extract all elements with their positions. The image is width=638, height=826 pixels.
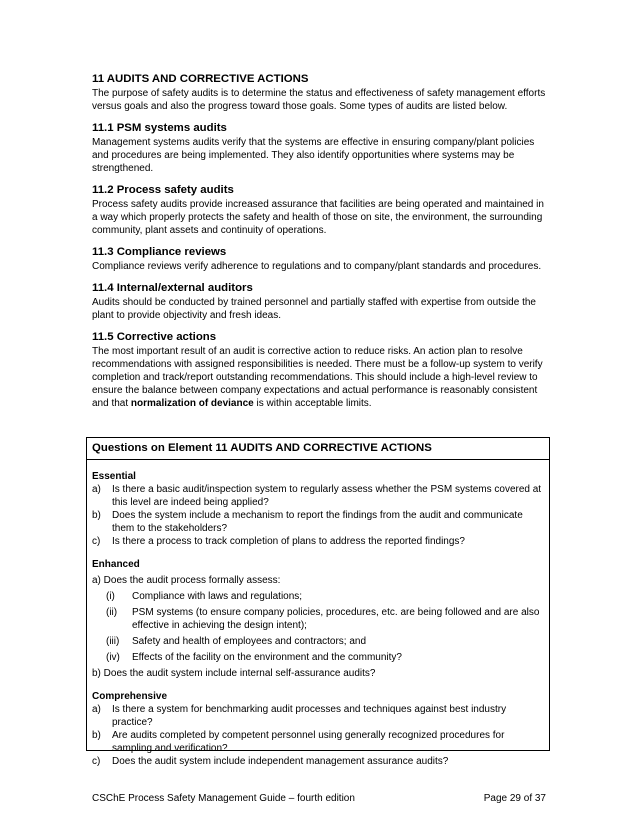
comprehensive-label: Comprehensive <box>92 691 168 702</box>
sub-label: (i) <box>106 591 115 602</box>
enhanced-label: Enhanced <box>92 559 140 570</box>
section-body-bold: normalization of deviance <box>130 398 254 409</box>
enhanced-question-a: a) Does the audit process formally assess: <box>92 575 281 586</box>
list-item <box>92 535 544 548</box>
questions-body <box>87 470 549 768</box>
item-text: Is there a system for benchmarking audit processes and techniques against best industry practice? <box>112 704 507 728</box>
section-body: Process safety audits provide increased assurance that facilities are being operated and maintained in a way which properly protects the safety and health of those on site, the environment, the surrounding community, plant assets and continuity of operations. <box>92 199 544 236</box>
item-label: c) <box>92 756 101 767</box>
page-number: Page 29 of 37 <box>483 793 546 804</box>
section-heading: 11.1 PSM systems audits <box>92 122 227 134</box>
sub-text: Safety and health of employees and contractors; and <box>132 636 367 647</box>
sub-text: Effects of the facility on the environment and the community? <box>132 652 402 663</box>
section-body-text: The most important result of an audit is corrective action to reduce risks. An action plan to resolve recommendations with assigned responsibilities is needed. There must be a follow-up system to verify completion and track/report outstanding recommendations. This should include a high-level review to ensure the balance between company expectations and actual performance is reasonably consistent and that <box>92 346 543 409</box>
list-item <box>92 703 544 729</box>
list-item <box>92 755 544 768</box>
item-label: a) <box>92 704 101 715</box>
item-text: Does the system include a mechanism to report the findings from the audit and communicate them to the stakeholders? <box>112 510 523 534</box>
enhanced-question-b: b) Does the audit system include internal self-assurance audits? <box>92 668 376 679</box>
item-text: Is there a basic audit/inspection system to regularly assess whether the PSM systems covered at this level are indeed being applied? <box>112 484 542 508</box>
sub-text: PSM systems (to ensure company policies, procedures, etc. are being followed and are also effective in achieving the design intent); <box>132 607 540 631</box>
section-body: Management systems audits verify that the systems are effective in ensuring company/plant policies and procedures are being implemented. They also identify opportunities where systems may be strengthened. <box>92 137 535 174</box>
sub-item <box>106 590 544 603</box>
questions-title: Questions on Element 11 AUDITS AND CORRECTIVE ACTIONS <box>87 438 549 460</box>
intro-paragraph: The purpose of safety audits is to determine the status and effectiveness of safety management efforts versus goals and also the progress toward those goals. Some types of audits are listed below. <box>92 88 546 112</box>
list-item <box>92 509 544 535</box>
sub-item <box>106 606 544 632</box>
item-label: a) <box>92 484 101 495</box>
sub-label: (ii) <box>106 607 118 618</box>
main-heading: 11 AUDITS AND CORRECTIVE ACTIONS <box>92 73 309 85</box>
item-label: c) <box>92 536 101 547</box>
section-heading: 11.3 Compliance reviews <box>92 246 227 258</box>
item-text: Are audits completed by competent personnel using generally recognized procedures for sampling and verification? <box>112 730 505 754</box>
section-body: Audits should be conducted by trained personnel and partially staffed with expertise from outside the plant to provide objectivity and fresh ideas. <box>92 297 536 321</box>
document-body <box>92 72 546 410</box>
sub-text: Compliance with laws and regulations; <box>132 591 303 602</box>
questions-box <box>86 437 550 767</box>
list-item <box>92 483 544 509</box>
essential-label: Essential <box>92 471 136 482</box>
item-text: Does the audit system include independent management assurance audits? <box>112 756 449 767</box>
sub-item <box>106 635 544 648</box>
sub-label: (iii) <box>106 636 120 647</box>
item-text: Is there a process to track completion of plans to address the reported findings? <box>112 536 465 547</box>
sub-item <box>106 651 544 664</box>
page-footer <box>92 792 546 805</box>
footer-title: CSChE Process Safety Management Guide – fourth edition <box>92 793 355 804</box>
section-body <box>92 345 546 410</box>
sub-label: (iv) <box>106 652 120 663</box>
section-heading: 11.4 Internal/external auditors <box>92 282 253 294</box>
list-item <box>92 729 544 755</box>
section-heading: 11.5 Corrective actions <box>92 331 217 343</box>
section-body-end: is within acceptable limits. <box>253 398 372 409</box>
item-label: b) <box>92 730 101 741</box>
section-body: Compliance reviews verify adherence to regulations and to company/plant standards and procedures. <box>92 261 542 272</box>
item-label: b) <box>92 510 101 521</box>
section-heading: 11.2 Process safety audits <box>92 184 234 196</box>
